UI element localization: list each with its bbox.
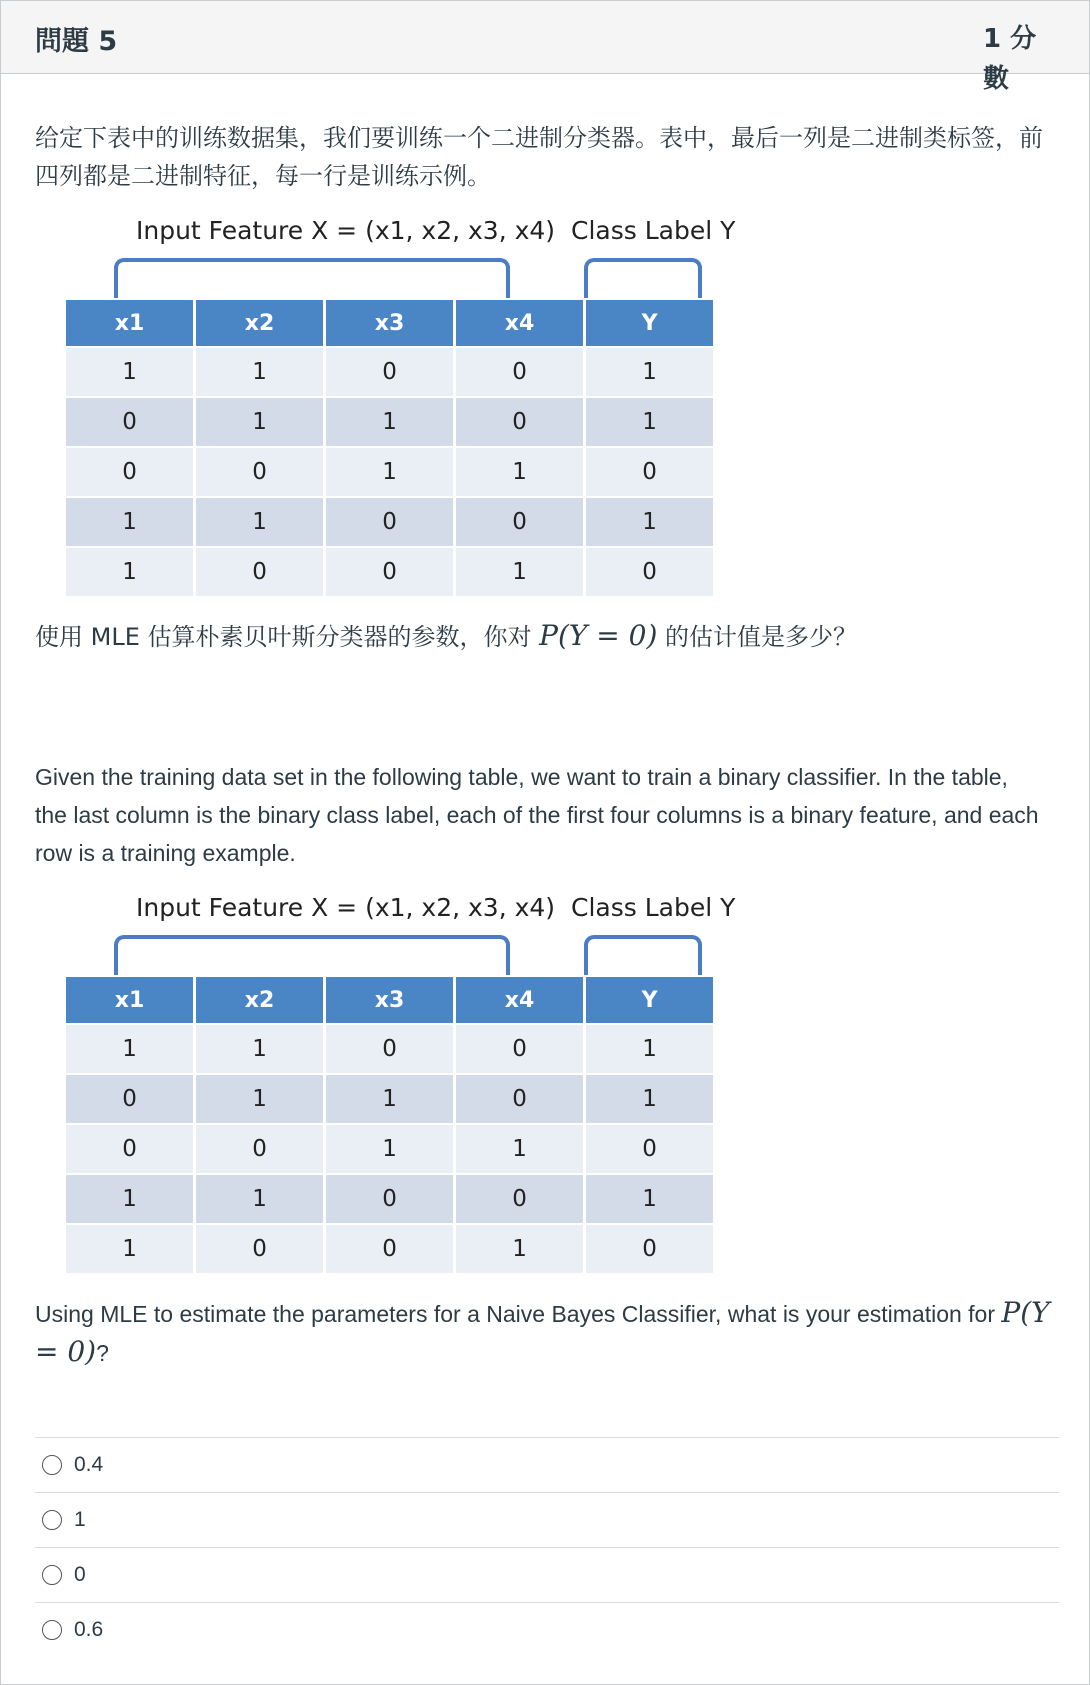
- table-cell: 0: [455, 1074, 585, 1124]
- answer-option[interactable]: [35, 1602, 1059, 1657]
- table-cell: 1: [195, 1024, 325, 1074]
- class-label-title: Class Label Y: [571, 893, 736, 922]
- table-cell: 0: [66, 447, 195, 497]
- input-feature-title: Input Feature X = (x1, x2, x3, x4): [136, 216, 556, 245]
- feature-bracket: [114, 935, 510, 975]
- table-row: [66, 1074, 715, 1124]
- table-header-row: [66, 300, 715, 347]
- table-row: [66, 1224, 715, 1273]
- answer-option[interactable]: [35, 1547, 1059, 1602]
- table-cell: 0: [66, 1124, 195, 1174]
- column-header: x2: [195, 977, 325, 1024]
- label-bracket: [584, 935, 702, 975]
- radio-icon[interactable]: [42, 1565, 62, 1585]
- table-row: [66, 397, 715, 447]
- question-header: [1, 1, 1089, 94]
- prompt-cn-suffix: 的估计值是多少？: [665, 623, 858, 651]
- table-cell: 1: [455, 547, 585, 596]
- table-cell: 0: [455, 497, 585, 547]
- column-header: x2: [195, 300, 325, 347]
- table-cell: 1: [66, 1224, 195, 1273]
- column-header: x1: [66, 977, 195, 1024]
- table-cell: 1: [195, 1174, 325, 1224]
- table-row: [66, 447, 715, 497]
- table-cell: 0: [325, 347, 455, 397]
- answer-option[interactable]: [35, 1492, 1059, 1547]
- table-cell: 1: [455, 447, 585, 497]
- column-header: x4: [455, 300, 585, 347]
- radio-icon[interactable]: [42, 1455, 62, 1475]
- input-feature-title: Input Feature X = (x1, x2, x3, x4): [136, 893, 556, 922]
- radio-icon[interactable]: [42, 1510, 62, 1530]
- training-data-table: [66, 300, 716, 596]
- table-row: [66, 1174, 715, 1224]
- column-header: Y: [585, 300, 715, 347]
- column-header: x3: [325, 300, 455, 347]
- prompt-cn-prefix: 使用 MLE 估算朴素贝叶斯分类器的参数，你对: [35, 623, 532, 651]
- table-row: [66, 347, 715, 397]
- table-cell: 1: [585, 347, 715, 397]
- table-cell: 1: [585, 1174, 715, 1224]
- radio-icon[interactable]: [42, 1620, 62, 1640]
- table-cell: 0: [455, 1174, 585, 1224]
- table-row: [66, 1124, 715, 1174]
- table-cell: 1: [66, 347, 195, 397]
- table-row: [66, 547, 715, 596]
- table-cell: 0: [585, 1224, 715, 1273]
- table-cell: 0: [325, 1174, 455, 1224]
- table-cell: 1: [325, 447, 455, 497]
- table-cell: 1: [66, 1024, 195, 1074]
- answer-label: 0: [74, 1563, 86, 1586]
- table-cell: 0: [455, 347, 585, 397]
- column-header: Y: [585, 977, 715, 1024]
- column-header: x3: [325, 977, 455, 1024]
- feature-bracket: [114, 258, 510, 298]
- table-header-row: [66, 977, 715, 1024]
- math-expression: P(Y = 0): [35, 1296, 1050, 1368]
- table-row: [66, 1024, 715, 1074]
- math-expression: P(Y = 0): [539, 619, 658, 652]
- table-cell: 0: [455, 1024, 585, 1074]
- table-cell: 1: [455, 1124, 585, 1174]
- table-cell: 1: [585, 1024, 715, 1074]
- table-cell: 0: [455, 397, 585, 447]
- table-cell: 1: [585, 497, 715, 547]
- answer-label: 0.4: [74, 1453, 104, 1476]
- table-cell: 0: [66, 397, 195, 447]
- training-table-figure-cn: [66, 216, 736, 586]
- table-cell: 1: [66, 547, 195, 596]
- table-cell: 0: [585, 1124, 715, 1174]
- table-cell: 0: [325, 1024, 455, 1074]
- class-label-title: Class Label Y: [571, 216, 736, 245]
- table-cell: 1: [66, 1174, 195, 1224]
- table-cell: 0: [325, 497, 455, 547]
- table-cell: 0: [66, 1074, 195, 1124]
- answer-label: 1: [74, 1508, 86, 1531]
- question-text-en: Given the training data set in the following table, we want to train a binary classifier. In the table, the last column is the binary class label, each of the first four columns is a binary feature, and each row is a training example.: [35, 764, 1039, 866]
- prompt-en-suffix: ?: [96, 1340, 109, 1366]
- training-table-figure-en: [66, 893, 736, 1263]
- answer-list: [35, 1437, 1059, 1657]
- column-header: x4: [455, 977, 585, 1024]
- question-name: 問題 5: [35, 26, 118, 57]
- answer-label: 0.6: [74, 1618, 104, 1641]
- question-prompt-en: [35, 1294, 1055, 1372]
- table-cell: 1: [325, 1124, 455, 1174]
- table-cell: 0: [325, 547, 455, 596]
- question-prompt-cn: [35, 617, 857, 652]
- table-cell: 1: [585, 1074, 715, 1124]
- prompt-en-prefix: Using MLE to estimate the parameters for a Naive Bayes Classifier, what is your estimation for: [35, 1301, 996, 1327]
- table-cell: 0: [195, 547, 325, 596]
- table-cell: 1: [585, 397, 715, 447]
- table-cell: 1: [325, 397, 455, 447]
- table-cell: 1: [195, 347, 325, 397]
- table-cell: 1: [325, 1074, 455, 1124]
- table-cell: 1: [195, 397, 325, 447]
- label-bracket: [584, 258, 702, 298]
- column-header: x1: [66, 300, 195, 347]
- table-cell: 0: [195, 1124, 325, 1174]
- table-cell: 0: [585, 447, 715, 497]
- question-points: 1 分數: [983, 24, 1037, 94]
- table-cell: 0: [195, 447, 325, 497]
- question-text-cn: 给定下表中的训练数据集，我们要训练一个二进制分类器。表中，最后一列是二进制类标签，前四列都是二进制特征，每一行是训练示例。: [35, 124, 1043, 190]
- table-cell: 0: [195, 1224, 325, 1273]
- table-cell: 0: [585, 547, 715, 596]
- table-cell: 0: [325, 1224, 455, 1273]
- table-row: [66, 497, 715, 547]
- training-data-table: [66, 977, 716, 1273]
- answer-option[interactable]: [35, 1437, 1059, 1492]
- table-cell: 1: [195, 1074, 325, 1124]
- table-cell: 1: [455, 1224, 585, 1273]
- table-cell: 1: [66, 497, 195, 547]
- table-cell: 1: [195, 497, 325, 547]
